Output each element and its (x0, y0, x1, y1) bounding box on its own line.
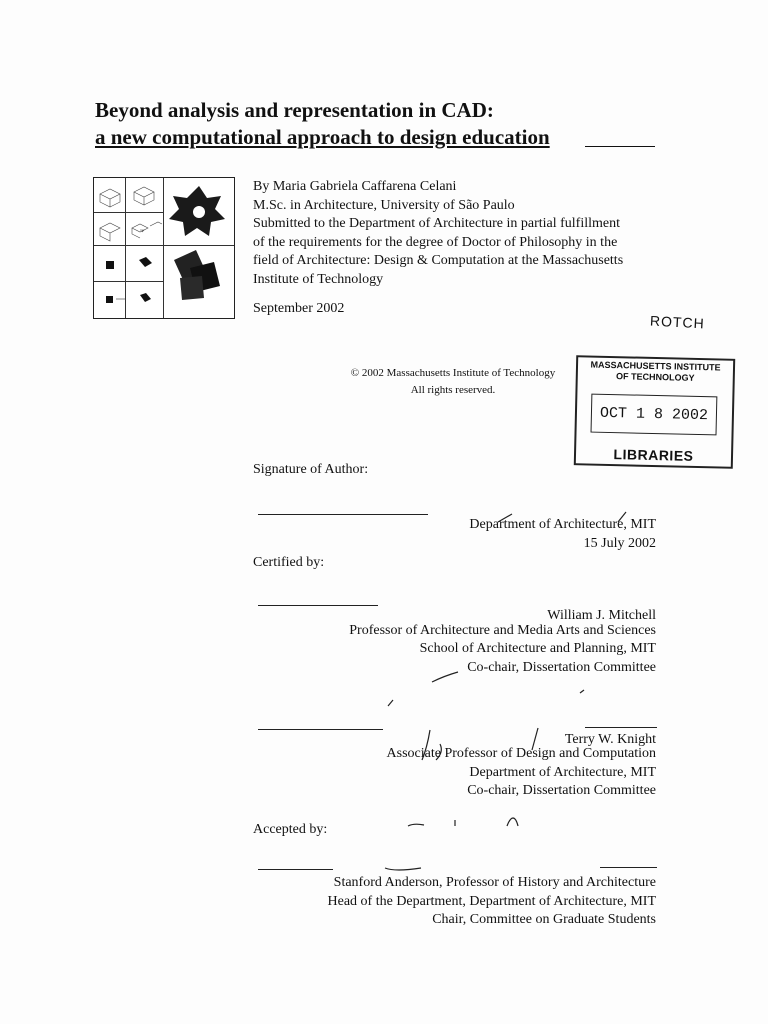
copyright-line: © 2002 Massachusetts Institute of Technology (350, 367, 556, 379)
acceptor-name: Stanford Anderson, Professor of History and Architecture (333, 875, 656, 890)
signature-line (258, 605, 378, 606)
rotch-stamp: ROTCH (649, 312, 706, 332)
signature-line (258, 729, 383, 730)
certifier-name: William J. Mitchell (547, 608, 656, 623)
author-line: M.Sc. in Architecture, University of São Paulo (253, 197, 515, 213)
author-signature-date: 15 July 2002 (583, 536, 656, 551)
reader-title: Associate Professor of Design and Computation (386, 746, 656, 761)
acceptor-committee: Chair, Committee on Graduate Students (432, 912, 656, 927)
reader-department: Department of Architecture, MIT (469, 765, 656, 780)
stamp-org-line: MASSACHUSETTS INSTITUTE (590, 359, 721, 373)
author-line: Submitted to the Department of Architecture in partial fulfillment (253, 216, 621, 232)
certifier-school: School of Architecture and Planning, MIT (419, 641, 656, 656)
author-info (253, 178, 623, 290)
author-line: field of Architecture: Design & Computation at the Massachusetts (253, 253, 624, 269)
certifier-title: Professor of Architecture and Media Arts and Sciences (349, 623, 656, 638)
stamp-date: OCT 1 8 2002 (591, 394, 718, 436)
figure-drawings (94, 178, 234, 318)
author-line: Institute of Technology (253, 271, 384, 287)
copyright-line: All rights reserved. (410, 384, 496, 396)
certified-by-label: Certified by: (253, 555, 325, 570)
accepted-by-label: Accepted by: (253, 822, 328, 837)
reader-name: Terry W. Knight (564, 732, 656, 747)
signature-line (600, 867, 657, 868)
submission-date: September 2002 (253, 301, 345, 316)
shape-grammar-figure (93, 177, 235, 319)
author-department: Department of Architecture, MIT (469, 517, 656, 532)
title-line-2: a new computational approach to design education (95, 125, 550, 149)
author-line: of the requirements for the degree of Doctor of Philosophy in the (253, 234, 618, 250)
author-line: By Maria Gabriela Caffarena Celani (253, 179, 457, 194)
signature-line (258, 514, 428, 515)
stamp-institution (578, 359, 733, 385)
copyright-notice (333, 365, 573, 399)
certifier-role: Co-chair, Dissertation Committee (467, 660, 656, 675)
signature-line (585, 727, 657, 728)
title-underline-extension (585, 146, 655, 147)
stamp-org-line: OF TECHNOLOGY (615, 371, 695, 383)
title-line-1: Beyond analysis and representation in CAD: (95, 98, 494, 122)
signature-line (258, 869, 333, 870)
library-stamp (574, 355, 735, 469)
stamp-libraries-label: LIBRARIES (613, 446, 694, 464)
reader-role: Co-chair, Dissertation Committee (467, 783, 656, 798)
signature-author-label: Signature of Author: (253, 462, 369, 477)
acceptor-position: Head of the Department, Department of Architecture, MIT (327, 894, 656, 909)
